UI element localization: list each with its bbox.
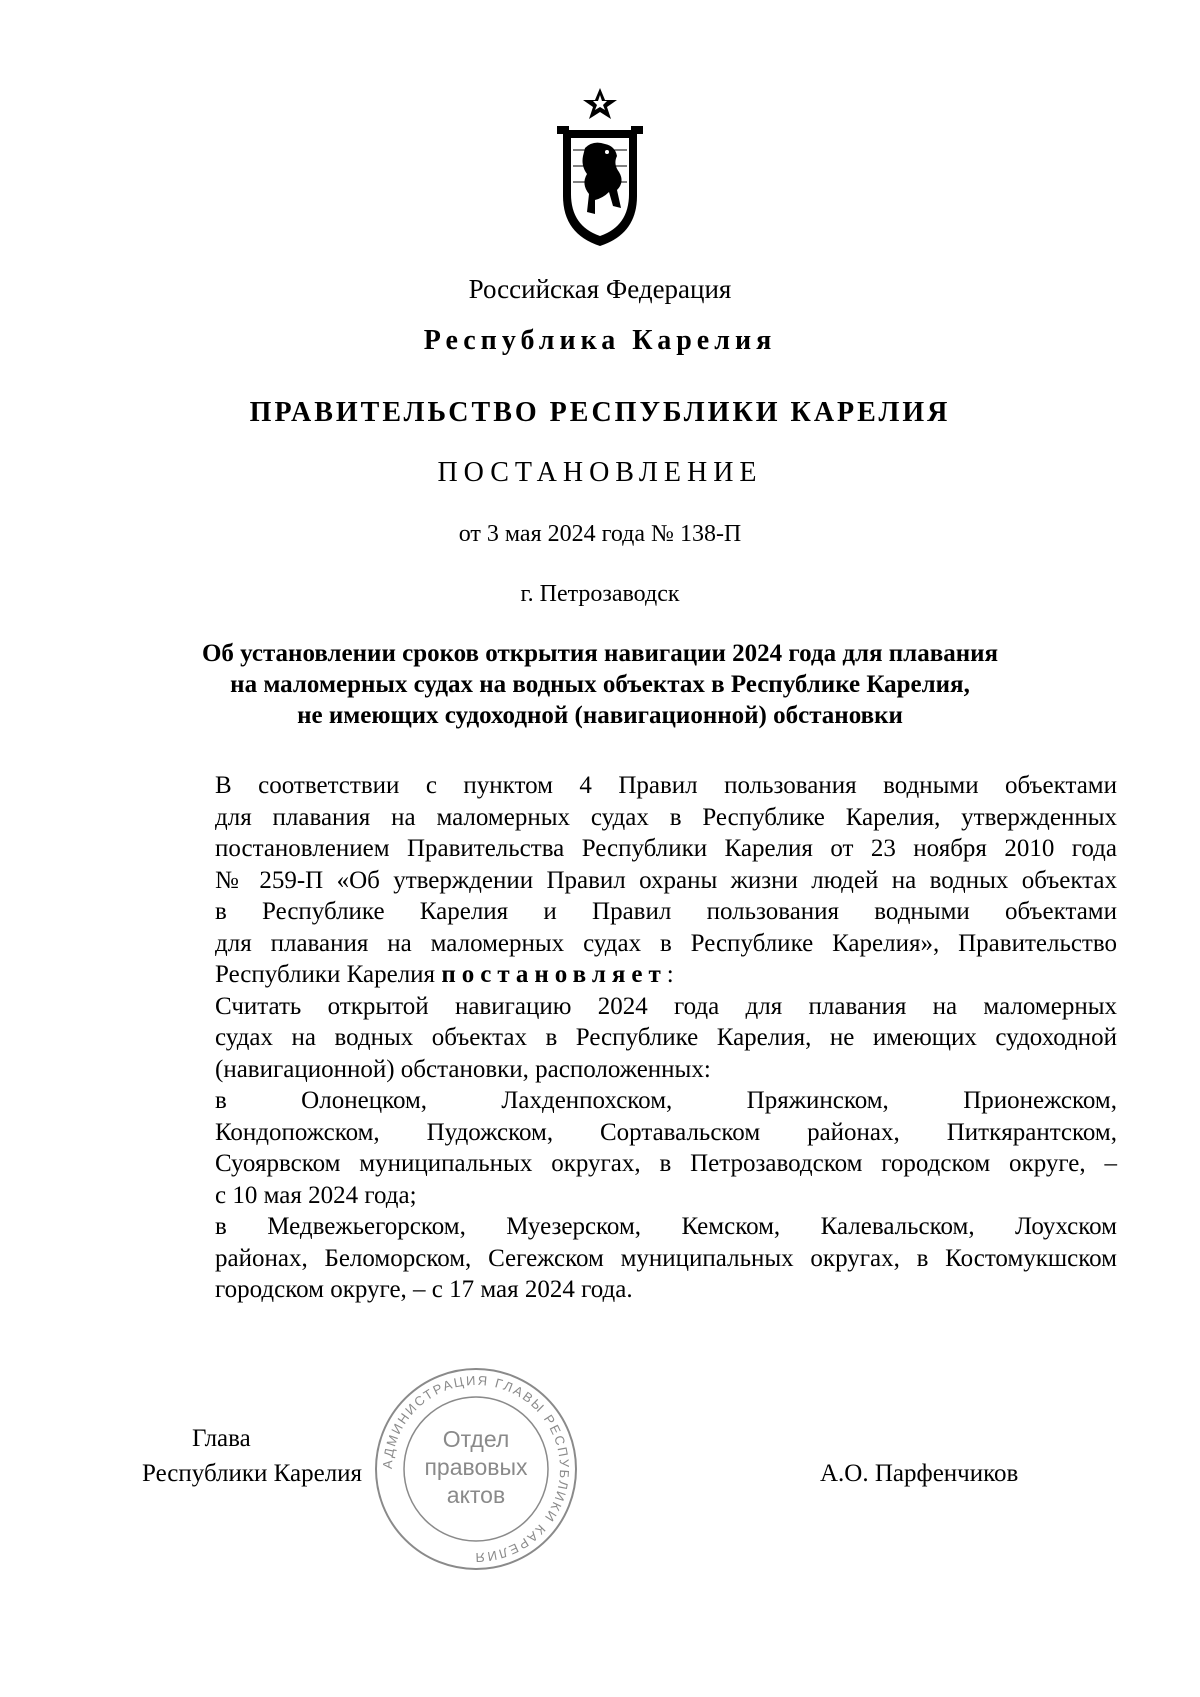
signatory-position-line2: Республики Карелия bbox=[142, 1460, 363, 1487]
body-line: В соответствии с пунктом 4 Правил пользования водными объектами bbox=[215, 772, 1117, 799]
paragraph-decision bbox=[142, 991, 1117, 1086]
paragraph-preamble bbox=[142, 770, 1117, 991]
body-line: городском округе, – с 17 мая 2024 года. bbox=[215, 1276, 633, 1303]
document-title bbox=[150, 638, 1050, 731]
title-line: Об установлении сроков открытия навигации 2024 года для плавания bbox=[201, 640, 999, 667]
stamp-ring-text: АДМИНИСТРАЦИЯ ГЛАВЫ РЕСПУБЛИКИ КАРЕЛИЯ bbox=[379, 1372, 573, 1566]
document-type: ПОСТАНОВЛЕНИЕ bbox=[437, 457, 763, 488]
body-line: в Медвежьегорском, Муезерском, Кемском, Калевальском, Лоухском bbox=[215, 1213, 1117, 1240]
title-line: не имеющих судоходной (навигационной) обстановки bbox=[297, 702, 903, 729]
body-text: Республики Карелия bbox=[215, 961, 442, 988]
title-line: на маломерных судах на водных объектах в Республике Карелия, bbox=[230, 671, 970, 698]
city: г. Петрозаводск bbox=[520, 581, 680, 607]
paragraph-item-1 bbox=[142, 1085, 1117, 1211]
coat-of-arms-icon bbox=[555, 86, 645, 250]
body-line: Считать открытой навигацию 2024 года для плавания на маломерных bbox=[215, 992, 1117, 1020]
body-line: в Республике Карелия и Правил пользования водными объектами bbox=[215, 898, 1117, 925]
body-line: № 259-П «Об утверждении Правил охраны жизни людей на водных объектах bbox=[215, 866, 1117, 894]
decree-keyword: постановляет bbox=[441, 961, 667, 988]
body-line: в Олонецком, Лахденпохском, Пряжинском, Прионежском, bbox=[215, 1087, 1117, 1114]
body-line bbox=[142, 959, 1117, 991]
signatory-position-line1: Глава bbox=[192, 1425, 251, 1452]
country-name: Российская Федерация bbox=[468, 274, 732, 304]
stamp-center-line: актов bbox=[446, 1482, 506, 1508]
body-line: для плавания на маломерных судах в Республике Карелия, утвержденных bbox=[215, 803, 1117, 831]
body-line: судах на водных объектах в Республике Карелия, не имеющих судоходной bbox=[215, 1024, 1117, 1051]
body-line: (навигационной) обстановки, расположенных: bbox=[215, 1055, 711, 1083]
body-line: Суоярвском муниципальных округах, в Петрозаводском городском округе, – bbox=[215, 1150, 1117, 1177]
republic-name: Республика Карелия bbox=[423, 325, 777, 356]
body-line: постановлением Правительства Республики Карелия от 23 ноября 2010 года bbox=[215, 835, 1117, 862]
body-line: районах, Беломорском, Сегежском муниципальных округах, в Костомукшском bbox=[215, 1244, 1117, 1272]
paragraph-item-2 bbox=[142, 1211, 1117, 1306]
body-text: : bbox=[666, 961, 674, 988]
issuing-authority: ПРАВИТЕЛЬСТВО РЕСПУБЛИКИ КАРЕЛИЯ bbox=[249, 397, 951, 428]
document-body bbox=[142, 770, 1117, 1306]
body-line: с 10 мая 2024 года; bbox=[215, 1181, 417, 1209]
stamp-center-line: Отдел bbox=[442, 1426, 510, 1452]
body-line: для плавания на маломерных судах в Республике Карелия», Правительство bbox=[215, 929, 1117, 957]
stamp-center-line: правовых bbox=[424, 1454, 528, 1480]
official-stamp bbox=[372, 1365, 580, 1573]
signatory-name: А.О. Парфенчиков bbox=[820, 1460, 1019, 1487]
body-line: Кондопожском, Пудожском, Сортавальском районах, Питкярантском, bbox=[215, 1118, 1117, 1146]
date-and-number: от 3 мая 2024 года № 138-П bbox=[458, 521, 742, 547]
